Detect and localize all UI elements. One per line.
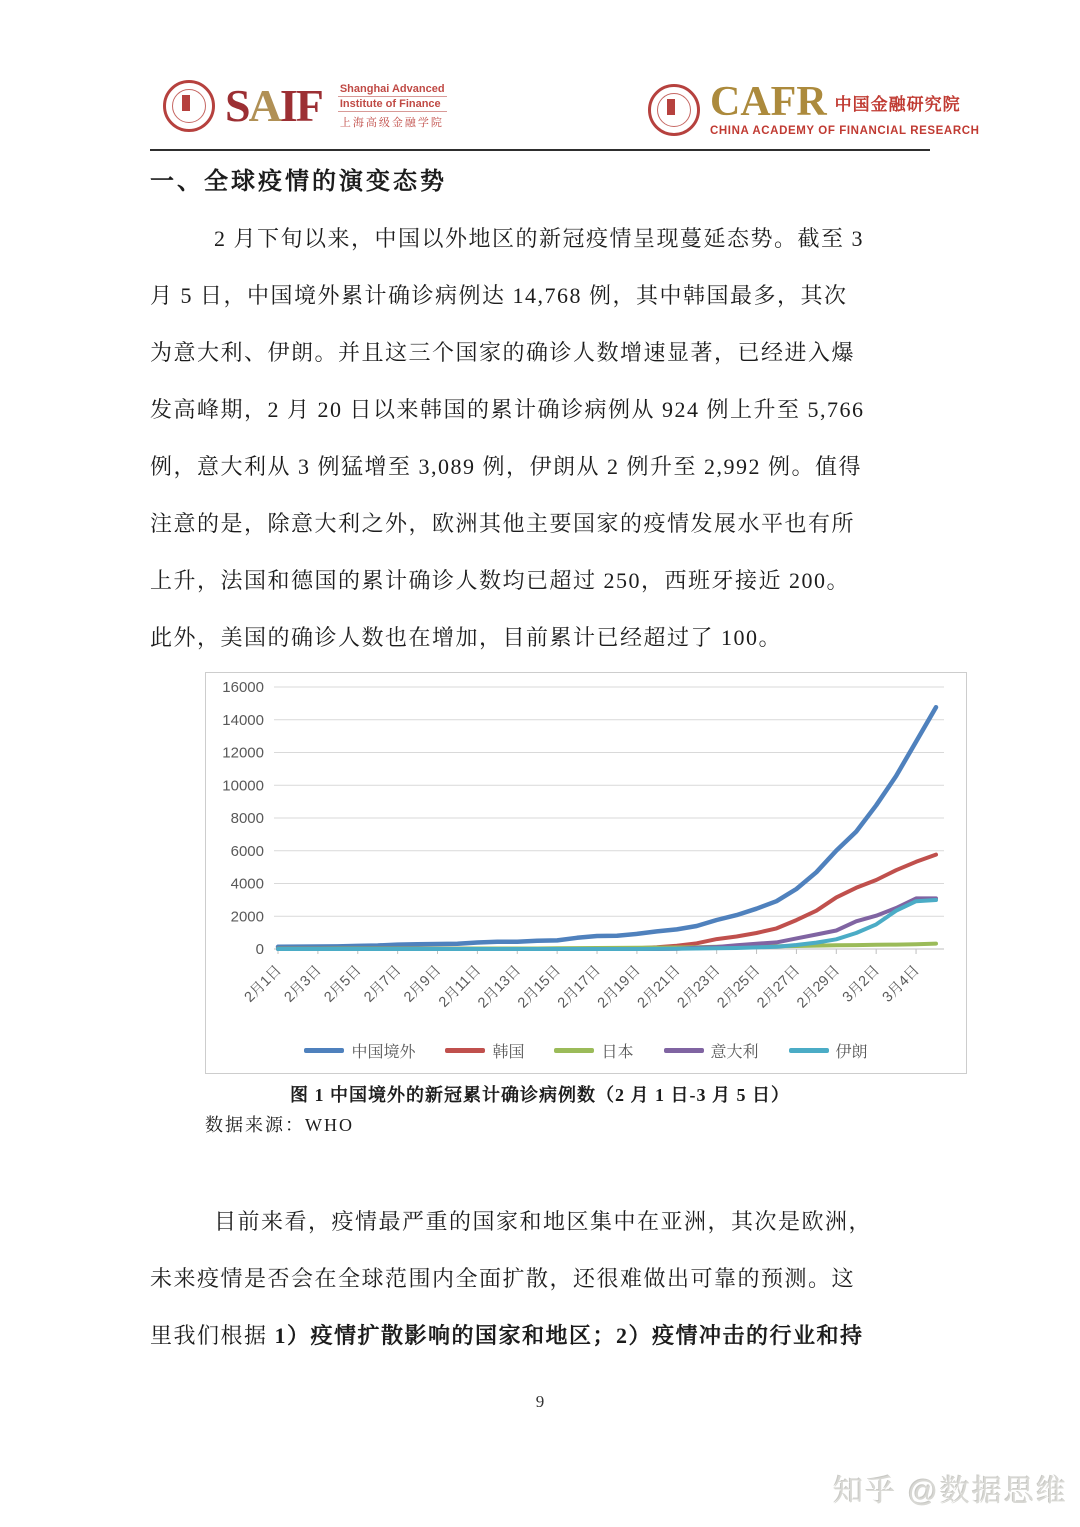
svg-text:2月9日: 2月9日 bbox=[401, 962, 445, 1006]
covid-line-chart bbox=[205, 672, 967, 1074]
cafr-logo bbox=[648, 79, 980, 137]
paragraph-1 bbox=[150, 210, 934, 666]
saif-en-line1: Shanghai Advanced bbox=[339, 83, 445, 95]
svg-text:2月29日: 2月29日 bbox=[794, 962, 844, 1012]
paragraph-line: 发高峰期，2 月 20 日以来韩国的累计确诊病例从 924 例上升至 5,766 bbox=[150, 397, 865, 422]
svg-text:2月13日: 2月13日 bbox=[475, 962, 525, 1012]
data-source-note: 数据来源：WHO bbox=[205, 1115, 354, 1135]
legend-swatch bbox=[445, 1048, 485, 1053]
saif-letter-s: S bbox=[225, 80, 249, 131]
svg-text:0: 0 bbox=[255, 941, 264, 958]
paragraph-line: 未来疫情是否会在全球范围内全面扩散，还很难做出可靠的预测。这 bbox=[150, 1266, 856, 1291]
paragraph-2 bbox=[150, 1193, 934, 1364]
paragraph-text-regular: 里我们根据 bbox=[150, 1323, 275, 1348]
svg-text:2月23日: 2月23日 bbox=[674, 962, 724, 1012]
legend-item bbox=[789, 1039, 868, 1062]
svg-text:12000: 12000 bbox=[222, 744, 264, 762]
paragraph-line: 此外，美国的确诊人数也在增加，目前累计已经超过了 100。 bbox=[150, 625, 783, 650]
paragraph-line: 上升，法国和德国的累计确诊人数均已超过 250，西班牙接近 200。 bbox=[150, 568, 851, 593]
svg-text:2月17日: 2月17日 bbox=[554, 962, 604, 1012]
svg-text:2月7日: 2月7日 bbox=[361, 962, 405, 1006]
svg-text:8000: 8000 bbox=[230, 810, 264, 827]
svg-text:2月21日: 2月21日 bbox=[634, 962, 684, 1012]
saif-seal-icon bbox=[163, 80, 215, 132]
chart-canvas bbox=[206, 673, 964, 1071]
legend-swatch bbox=[554, 1048, 594, 1053]
svg-text:6000: 6000 bbox=[230, 842, 264, 860]
svg-text:2月3日: 2月3日 bbox=[281, 962, 325, 1006]
svg-text:2月19日: 2月19日 bbox=[594, 962, 644, 1012]
watermark: 知乎 @数据思维 bbox=[833, 1475, 1068, 1508]
svg-text:2月27日: 2月27日 bbox=[754, 962, 804, 1012]
cafr-wordmark: CAFR bbox=[710, 79, 827, 125]
legend-label: 中国境外 bbox=[351, 1044, 416, 1061]
saif-en-line2: Institute of Finance bbox=[338, 97, 447, 112]
cafr-logo-text bbox=[710, 79, 980, 137]
legend-item bbox=[304, 1039, 415, 1062]
legend-label: 意大利 bbox=[710, 1044, 759, 1061]
svg-text:2月25日: 2月25日 bbox=[714, 962, 764, 1012]
cafr-seal-icon bbox=[648, 84, 700, 136]
paragraph-line: 目前来看，疫情最严重的国家和地区集中在亚洲，其次是欧洲， bbox=[214, 1209, 873, 1234]
svg-text:3月2日: 3月2日 bbox=[839, 962, 884, 1006]
svg-text:2月15日: 2月15日 bbox=[515, 962, 564, 1012]
cafr-cn-name: 中国金融研究院 bbox=[834, 95, 961, 115]
saif-wordmark bbox=[225, 80, 322, 131]
legend-label: 韩国 bbox=[492, 1044, 525, 1061]
paragraph-text-bold: 1）疫情扩散影响的国家和地区；2）疫情冲击的行业和持 bbox=[274, 1323, 864, 1348]
svg-text:3月4日: 3月4日 bbox=[879, 962, 923, 1006]
legend-item bbox=[554, 1039, 633, 1062]
legend-swatch bbox=[664, 1048, 704, 1053]
legend-item bbox=[445, 1039, 524, 1062]
saif-letter-a: A bbox=[248, 80, 280, 131]
paragraph-line: 例，意大利从 3 例猛增至 3,089 例，伊朗从 2 例升至 2,992 例。值得 bbox=[150, 454, 863, 479]
header-divider bbox=[150, 149, 930, 151]
svg-text:16000: 16000 bbox=[222, 679, 264, 696]
legend-label: 日本 bbox=[601, 1044, 634, 1061]
cafr-en-name: CHINA ACADEMY OF FINANCIAL RESEARCH bbox=[710, 124, 980, 137]
figure-caption: 图 1 中国境外的新冠累计确诊病例数（2 月 1 日-3 月 5 日） bbox=[290, 1085, 790, 1105]
paragraph-line: 月 5 日，中国境外累计确诊病例达 14,768 例，其中韩国最多，其次 bbox=[150, 283, 848, 308]
chart-legend bbox=[206, 1039, 966, 1062]
saif-logo-text bbox=[338, 82, 447, 130]
legend-swatch bbox=[304, 1048, 344, 1053]
section-heading: 一、全球疫情的演变态势 bbox=[150, 169, 447, 195]
legend-swatch bbox=[789, 1048, 829, 1053]
saif-cn-line: 上海高级金融学院 bbox=[339, 117, 444, 129]
paragraph-line: 为意大利、伊朗。并且这三个国家的确诊人数增速显著，已经进入爆 bbox=[150, 340, 856, 365]
saif-logo bbox=[163, 80, 447, 132]
saif-letters-if: IF bbox=[279, 80, 322, 131]
legend-item bbox=[664, 1039, 759, 1062]
svg-text:4000: 4000 bbox=[230, 875, 264, 893]
svg-text:2月5日: 2月5日 bbox=[321, 962, 365, 1006]
svg-text:14000: 14000 bbox=[222, 711, 264, 729]
svg-text:2000: 2000 bbox=[230, 908, 264, 926]
paragraph-line: 2 月下旬以来，中国以外地区的新冠疫情呈现蔓延态势。截至 3 bbox=[214, 226, 865, 251]
paragraph-line bbox=[150, 1307, 934, 1364]
page-number: 9 bbox=[535, 1392, 545, 1411]
legend-label: 伊朗 bbox=[835, 1044, 868, 1061]
svg-text:2月11日: 2月11日 bbox=[436, 962, 485, 1011]
svg-text:2月1日: 2月1日 bbox=[241, 962, 285, 1006]
svg-text:10000: 10000 bbox=[222, 777, 264, 795]
paragraph-line: 注意的是，除意大利之外，欧洲其他主要国家的疫情发展水平也有所 bbox=[150, 511, 856, 536]
